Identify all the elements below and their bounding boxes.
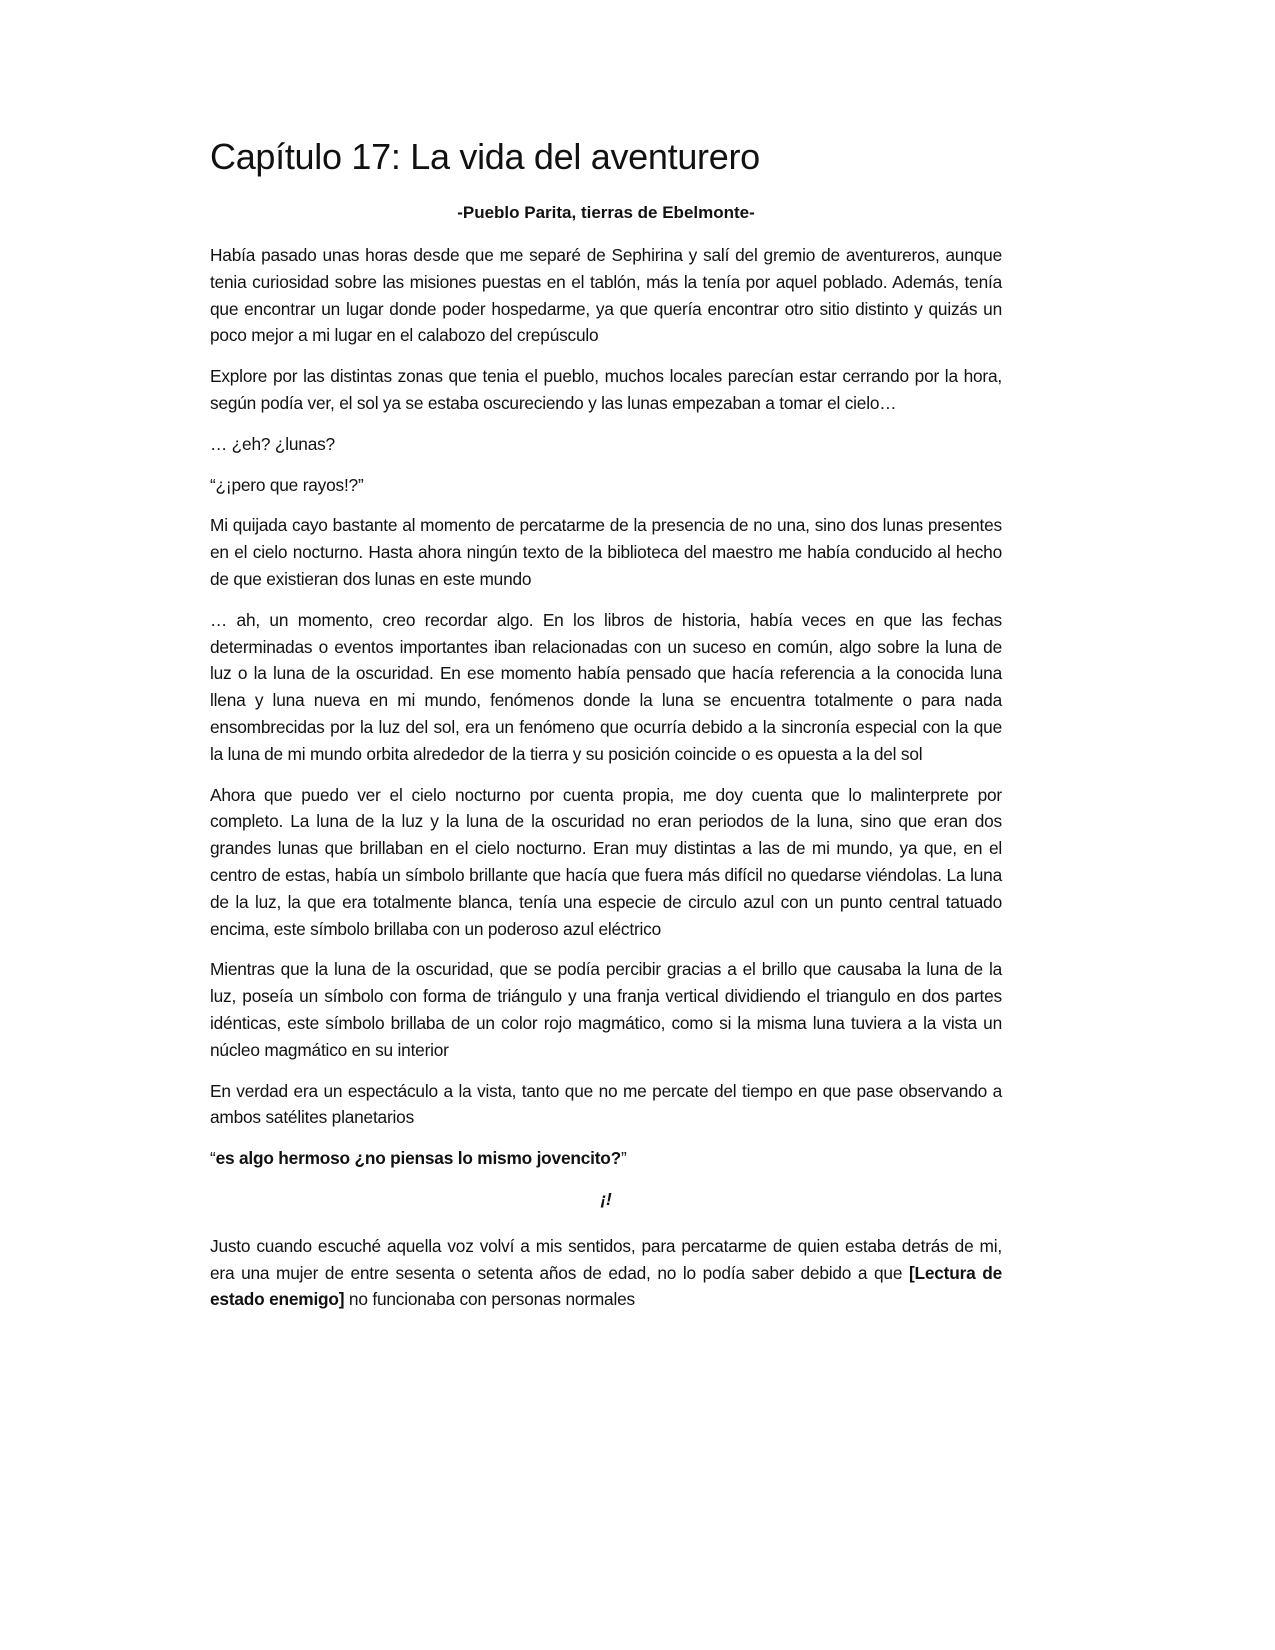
quote-text: es algo hermoso ¿no piensas lo mismo jovencito? [215, 1148, 621, 1169]
paragraph: Había pasado unas horas desde que me separé de Sephirina y salí del gremio de aventureros, aunque tenia curiosidad sobre las misiones puestas en el tablón, más la tenía por aquel poblado. Además, tenía que encontrar un lugar donde poder hospedarme, ya que quería encontrar otro sitio distinto y quizás un poco mejor a mi lugar en el calabozo del crepúsculo [210, 245, 1002, 346]
quote-open: “ [210, 1148, 216, 1169]
quote-close: ” [621, 1148, 627, 1169]
paragraph: Mientras que la luna de la oscuridad, que se podía percibir gracias a el brillo que causaba la luna de la luz, poseía un símbolo con forma de triángulo y una franja vertical dividiendo el triangulo en dos partes idénticas, este símbolo brillaba de un color rojo magmático, como si la misma luna tuviera a la vista un núcleo magmático en su interior [210, 959, 1002, 1060]
final-paragraph [210, 1233, 1002, 1313]
final-paragraph-tail: no funcionaba con personas normales [344, 1289, 635, 1310]
skill-name: [Lectura de estado enemigo] [210, 1262, 1003, 1310]
paragraph: “¿¡pero que rayos!?” [210, 474, 364, 495]
paragraph: … ¿eh? ¿lunas? [210, 433, 335, 454]
paragraph: Explore por las distintas zonas que tenia el pueblo, muchos locales parecían estar cerrando por la hora, según podía ver, el sol ya se estaba oscureciendo y las lunas empezaban a tomar el cielo… [210, 366, 1002, 413]
paragraph: Mi quijada cayo bastante al momento de percatarme de la presencia de no una, sino dos lunas presentes en el cielo nocturno. Hasta ahora ningún texto de la biblioteca del maestro me había conducido al hecho de que existieran dos lunas en este mundo [210, 515, 1002, 589]
exclamation-mark: ¡! [600, 1188, 612, 1209]
chapter-title: Capítulo 17: La vida del aventurero [210, 136, 760, 177]
paragraph: Ahora que puedo ver el cielo nocturno por cuenta propia, me doy cuenta que lo malinterprete por completo. La luna de la luz y la luna de la oscuridad no eran periodos de la luna, sino que eran dos grandes lunas que brillaban en el cielo nocturno. Eran muy distintas a las de mi mundo, ya que, en el centro de estas, había un símbolo brillante que hacía que fuera más difícil no quedarse viéndolas. La luna de la luz, la que era totalmente blanca, tenía una especie de circulo azul con un punto central tatuado encima, este símbolo brillaba con un poderoso azul eléctrico [210, 784, 1002, 939]
document-body [210, 242, 1002, 1327]
location-subtitle: -Pueblo Parita, tierras de Ebelmonte- [457, 203, 755, 222]
final-paragraph-text: Justo cuando escuché aquella voz volví a mis sentidos, para percatarme de quien estaba detrás de mi, era una mujer de entre sesenta o setenta años de edad, no lo podía saber debido a que [210, 1235, 1002, 1283]
paragraph: … ah, un momento, creo recordar algo. En los libros de historia, había veces en que las fechas determinadas o eventos importantes iban relacionadas con un suceso en común, algo sobre la luna de luz o la luna de la oscuridad. En ese momento había pensado que hacía referencia a la conocida luna llena y luna nueva en mi mundo, fenómenos donde la luna se encuentra totalmente o para nada ensombrecidas por la luz del sol, era un fenómeno que ocurría debido a la sincronía especial con la que la luna de mi mundo orbita alrededor de la tierra y su posición coincide o es opuesta a la del sol [210, 609, 1002, 764]
dialogue-quote [210, 1145, 1002, 1172]
paragraph: En verdad era un espectáculo a la vista, tanto que no me percate del tiempo en que pase observando a ambos satélites planetarios [210, 1080, 1002, 1128]
